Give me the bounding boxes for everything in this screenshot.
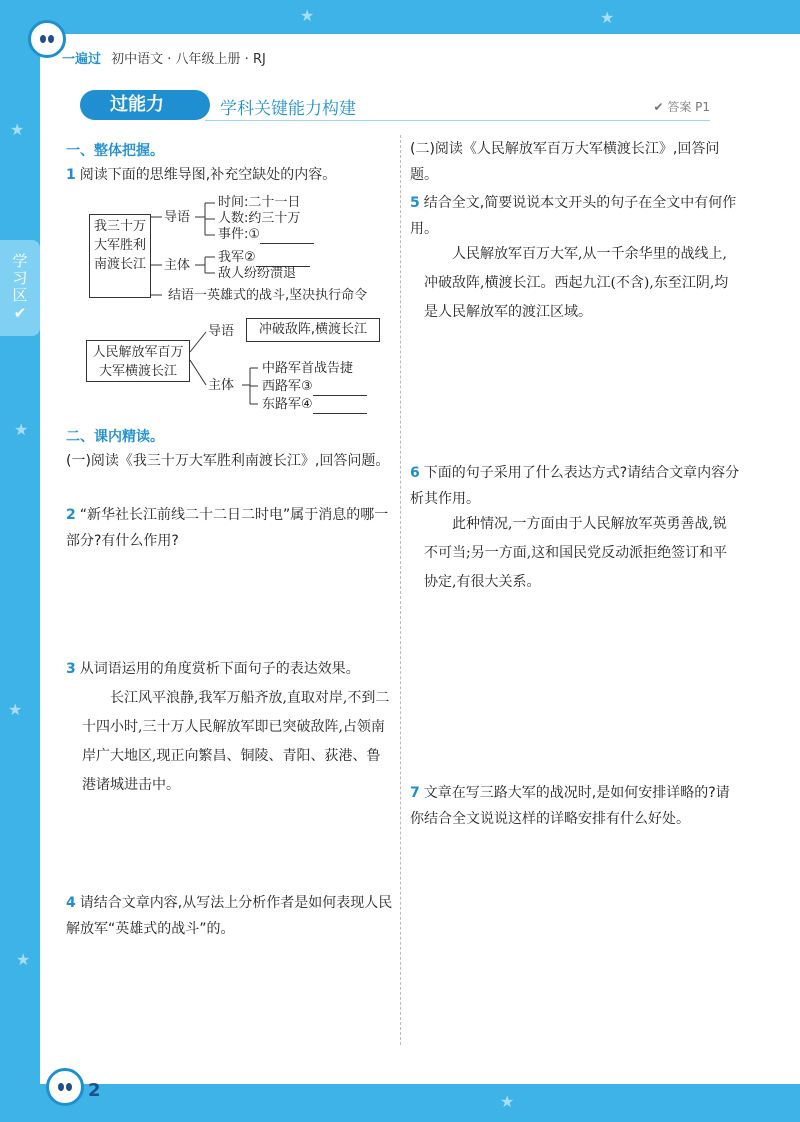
mind-map-blank-3: [262, 378, 367, 396]
question-number: 1: [66, 167, 76, 183]
book-title: 初中语文 · 八年级上册 · RJ: [111, 52, 266, 67]
answer-blank[interactable]: [313, 382, 367, 396]
side-tab-label: 学习区: [10, 252, 29, 304]
question-number: 3: [66, 661, 76, 677]
answer-ref: ✔ 答案 P1: [653, 100, 710, 114]
mind-map-blank-4: [262, 396, 367, 414]
section-title: 一、整体把握。: [66, 143, 164, 159]
mind-map-blank-1: [218, 226, 314, 244]
question-5: [410, 190, 740, 242]
question-7: [410, 780, 740, 832]
brand-name: 一遍过: [62, 52, 102, 67]
passage-excerpt: 长江风平浪静,我军万船齐放,直取对岸,不到二十四小时,三十万人民解放军即已突破敌阵,占领南岸广大地区,现正向繁昌、铜陵、青阳、荻港、鲁港诸城进击中。: [82, 690, 390, 793]
section-title: 二、课内精读。: [66, 429, 164, 445]
star-decoration: ★: [8, 700, 23, 719]
mind-map-label: 敌人纷纷溃退: [218, 266, 297, 281]
mind-map-label: 主体: [208, 378, 235, 393]
star-decoration: ★: [300, 6, 315, 25]
page-number: 2: [88, 1080, 101, 1101]
question-4: [66, 890, 396, 942]
question-6: [410, 460, 740, 512]
reading-part-2: (二)阅读《人民解放军百万大军横渡长江》,回答问题。: [410, 141, 720, 183]
mind-map-label: 导语: [208, 324, 235, 339]
question-text: “新华社长江前线二十二日二时电”属于消息的哪一部分?有什么作用?: [66, 507, 389, 549]
reading-part-1: (一)阅读《我三十万大军胜利南渡长江》,回答问题。: [66, 453, 390, 469]
mind-map-label: 主体: [164, 258, 191, 273]
question-3: [66, 656, 396, 682]
question-text: 结合全文,简要说说本文开头的句子在全文中有何作用。: [410, 195, 737, 237]
star-decoration: ★: [10, 120, 25, 139]
question-number: 5: [410, 195, 420, 211]
mind-map-box: 冲破敌阵,横渡长江: [246, 318, 380, 342]
banner-subtitle: 学科关键能力构建: [220, 99, 356, 119]
question-number: 2: [66, 507, 76, 523]
mind-map-label: 东路军④: [262, 397, 313, 412]
passage-excerpt: 人民解放军百万大军,从一千余华里的战线上,冲破敌阵,横渡长江。西起九江(不含),东至江阴,均是人民解放军的渡江区域。: [424, 246, 729, 320]
question-number: 7: [410, 785, 420, 801]
question-number: 4: [66, 895, 76, 911]
mind-map-label: 我军②: [218, 250, 256, 265]
question-text: 阅读下面的思维导图,补充空缺处的内容。: [79, 167, 337, 183]
answer-ref-label: 答案 P1: [667, 100, 710, 114]
answer-blank[interactable]: [313, 400, 367, 414]
star-decoration: ★: [16, 950, 31, 969]
star-decoration: ★: [600, 8, 615, 27]
mind-map-label: 事件:①: [218, 227, 261, 242]
question-text: 请结合文章内容,从写法上分析作者是如何表现人民解放军“英雄式的战斗”的。: [66, 895, 393, 937]
mind-map-label: 结语一英雄式的战斗,坚决执行命令: [168, 288, 368, 303]
banner-title: 过能力: [80, 90, 210, 120]
mind-map-label: 中路军首战告捷: [262, 361, 354, 376]
question-text: 文章在写三路大军的战况时,是如何安排详略的?请你结合全文说说这样的详略安排有什么好处。: [410, 785, 730, 827]
mind-map-label: 时间:二十一日: [218, 195, 301, 210]
question-number: 6: [410, 465, 420, 481]
mind-map-label: 西路军③: [262, 379, 313, 394]
star-decoration: ★: [500, 1092, 515, 1111]
answer-blank[interactable]: [260, 230, 314, 244]
passage-excerpt: 此种情况,一方面由于人民解放军英勇善战,锐不可当;另一方面,这和国民党反动派拒绝签订和平协定,有很大关系。: [424, 516, 728, 590]
question-text: 下面的句子采用了什么表达方式?请结合文章内容分析其作用。: [410, 465, 740, 507]
question-text: 从词语运用的角度赏析下面句子的表达效果。: [79, 661, 360, 677]
star-decoration: ★: [14, 420, 29, 439]
side-tab: 学习区 ✔: [0, 240, 40, 336]
mind-map-root: 人民解放军百万大军横渡长江: [86, 340, 190, 382]
mind-map-label: 导语: [164, 210, 191, 225]
question-2: [66, 502, 396, 554]
mind-map-root: 我三十万大军胜利南渡长江: [89, 214, 151, 298]
mind-map-label: 人数:约三十万: [218, 211, 301, 226]
